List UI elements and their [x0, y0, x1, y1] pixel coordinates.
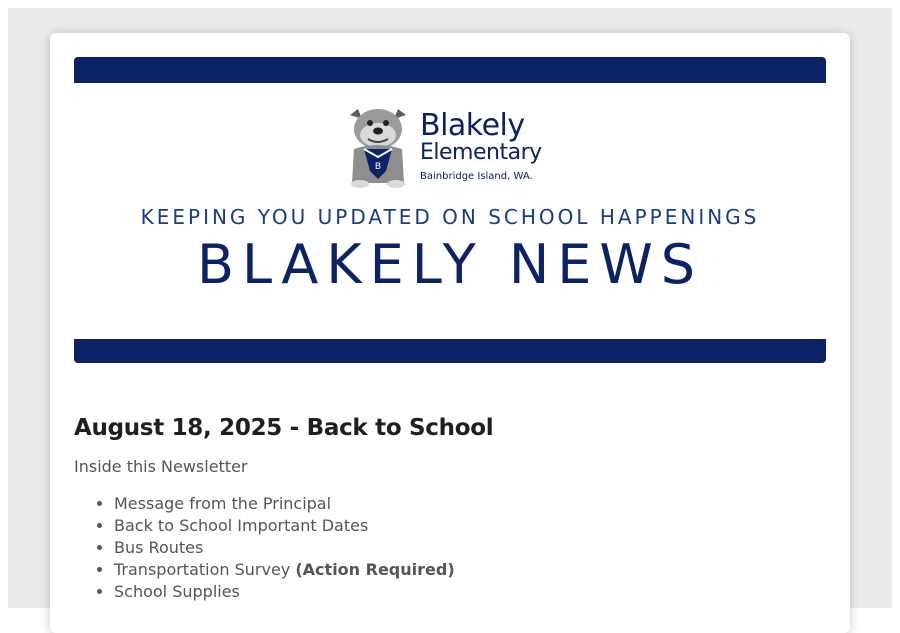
email-background	[8, 8, 892, 608]
logo-name-line1: Blakely	[420, 108, 525, 143]
logo-name-line2: Elementary	[420, 140, 542, 165]
list-item	[114, 537, 455, 559]
header-bottom-bar	[74, 339, 826, 363]
svg-text:B: B	[374, 162, 382, 172]
newsletter-card	[50, 33, 850, 633]
newsletter-title: August 18, 2025 - Back to School	[74, 415, 494, 441]
contents-heading: Inside this Newsletter	[74, 457, 248, 476]
list-item-text: School Supplies	[114, 582, 240, 601]
list-item	[114, 493, 455, 515]
list-item-text: Message from the Principal	[114, 494, 332, 513]
school-logo	[342, 105, 542, 189]
list-item-text: Back to School Important Dates	[114, 516, 369, 535]
list-item	[114, 559, 455, 581]
header-top-bar	[74, 57, 826, 83]
list-item-text: Bus Routes	[114, 538, 204, 557]
list-item	[114, 515, 455, 537]
newsletter-masthead: BLAKELY NEWS	[196, 233, 704, 296]
contents-list	[74, 493, 455, 603]
logo-location: Bainbridge Island, WA.	[420, 171, 533, 182]
bulldog-icon	[342, 105, 414, 189]
list-item-text: Transportation Survey	[114, 560, 296, 579]
action-required-label: (Action Required)	[295, 560, 455, 579]
header-tagline: KEEPING YOU UPDATED ON SCHOOL HAPPENINGS	[140, 205, 760, 229]
